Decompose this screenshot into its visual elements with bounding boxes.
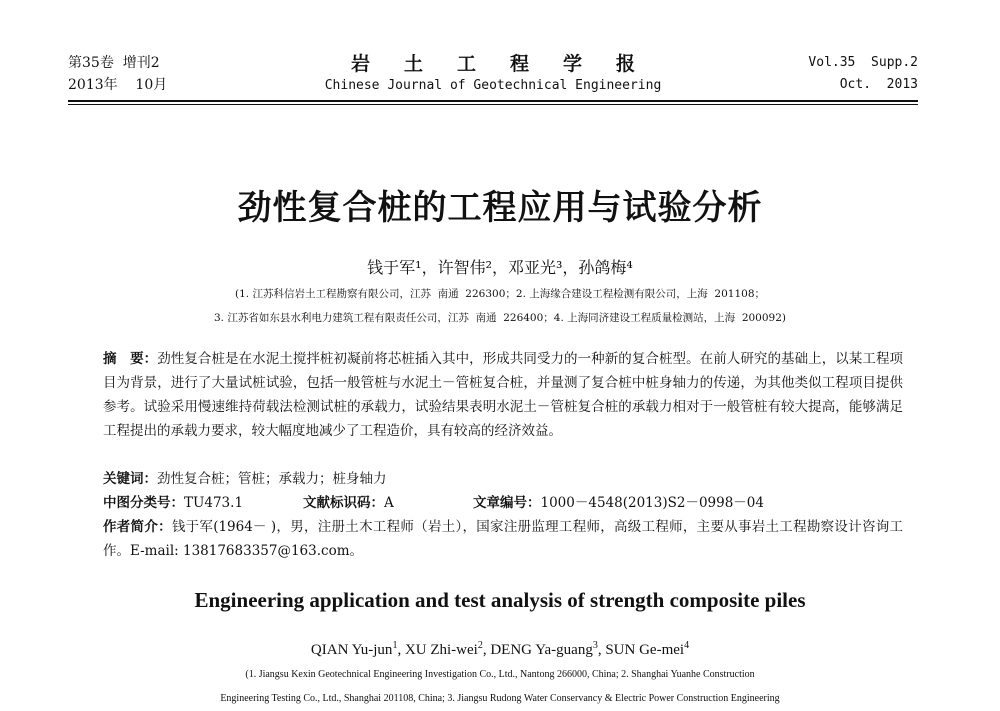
author-en-name: SUN Ge-mei xyxy=(605,642,685,658)
abstract-text: 劲性复合桩是在水泥土搅拌桩初凝前将芯桩插入其中，形成共同受力的一种新的复合桩型。在前人研究的基础上，以某工程项目为背景，进行了大量试桩试验，包括一般管桩与水泥土－管桩复合桩，并量测了复合桩中桩身轴力的传递，为其他类似工程项目提供参考。试验采用慢速维持荷载法检测试桩的承载力，试验结果表明水泥土－管桩复合桩的承载力相对于一般管桩有较大提高，能够满足工程提出的承载力要求，较大幅度地减少了工程造价，具有较高的经济效益。 xyxy=(103,351,904,439)
doc-label: 文献标识码： xyxy=(303,495,384,511)
abstract xyxy=(103,347,903,443)
paper-title-en: Engineering application and test analysis of strength composite piles xyxy=(194,588,806,612)
affiliation-en-line-1: (1. Jiangsu Kexin Geotechnical Engineering Investigation Co., Ltd., Nantong 266000, China; 2. Shanghai Yuanhe Construction xyxy=(245,669,755,680)
keywords xyxy=(103,467,903,491)
paper-title-cn: 劲性复合桩的工程应用与试验分析 xyxy=(237,188,763,228)
affiliation-cn-line-2: 3. 江苏省如东县水利电力建筑工程有限责任公司，江苏 南通 226400；4. 上海同济建设工程质量检测站，上海 200092) xyxy=(214,312,786,324)
date-cn: 2013年 10月 xyxy=(68,77,168,93)
clc xyxy=(103,491,303,515)
author-bio xyxy=(103,515,903,563)
article-number xyxy=(473,491,764,515)
keywords-label: 关键词： xyxy=(103,471,157,487)
doc-value: A xyxy=(384,495,394,511)
abstract-label: 摘 要： xyxy=(103,351,158,367)
author-en-affil-mark: 2 xyxy=(477,640,483,651)
header-rule-thin xyxy=(68,104,918,105)
classification-line xyxy=(103,491,903,515)
volume-en: Vol.35 Supp.2 xyxy=(808,55,918,70)
doc-code xyxy=(303,491,473,515)
author-en-affil-mark: 1 xyxy=(392,640,398,651)
authors-en: QIAN Yu-jun$^1$, XU Zhi-wei$^2$, DENG Ya-guang$^3$, SUN Ge-mei$^4$ xyxy=(310,640,690,658)
journal-name-en: Chinese Journal of Geotechnical Engineering xyxy=(324,78,662,93)
affiliation-en-line-2: Engineering Testing Co., Ltd., Shanghai 201108, China; 3. Jiangsu Rudong Water Conservancy & Electric Power Construction Engineering xyxy=(220,693,780,704)
author-en-affil-mark: 3 xyxy=(592,640,598,651)
clc-label: 中图分类号： xyxy=(103,495,184,511)
date-en: Oct. 2013 xyxy=(839,77,918,92)
affiliation-cn-line-1: (1. 江苏科信岩土工程勘察有限公司，江苏 南通 226300；2. 上海缘合建设工程检测有限公司，上海 201108； xyxy=(235,288,765,300)
header-rule-thick xyxy=(68,100,918,102)
volume-cn: 第35卷 增刊2 xyxy=(68,55,160,71)
header-right xyxy=(808,52,918,96)
journal-header xyxy=(68,52,918,98)
bio-label: 作者简介： xyxy=(103,519,172,535)
author-en-affil-mark: 4 xyxy=(684,640,690,651)
article-value: 1000－4548(2013)S2－0998－04 xyxy=(540,495,764,511)
author-en-name: QIAN Yu-jun xyxy=(310,642,393,658)
author-en-name: XU Zhi-wei xyxy=(404,642,478,658)
keywords-text: 劲性复合桩；管桩；承载力；桩身轴力 xyxy=(157,471,387,487)
clc-value: TU473.1 xyxy=(184,495,244,511)
bio-text: 钱于军(1964－ )，男，注册土木工程师（岩土），国家注册监理工程师，高级工程师，主要从事岩土工程勘察设计咨询工作。E-mail: 13817683357@163.com。 xyxy=(103,519,903,559)
header-center xyxy=(68,52,918,96)
article-label: 文章编号： xyxy=(473,495,541,511)
author-en-name: DENG Ya-guang xyxy=(490,642,593,658)
journal-name-cn: 岩土工程学报 xyxy=(350,53,669,75)
authors-cn: 钱于军¹，许智伟²，邓亚光³，孙鸽梅⁴ xyxy=(367,258,633,277)
